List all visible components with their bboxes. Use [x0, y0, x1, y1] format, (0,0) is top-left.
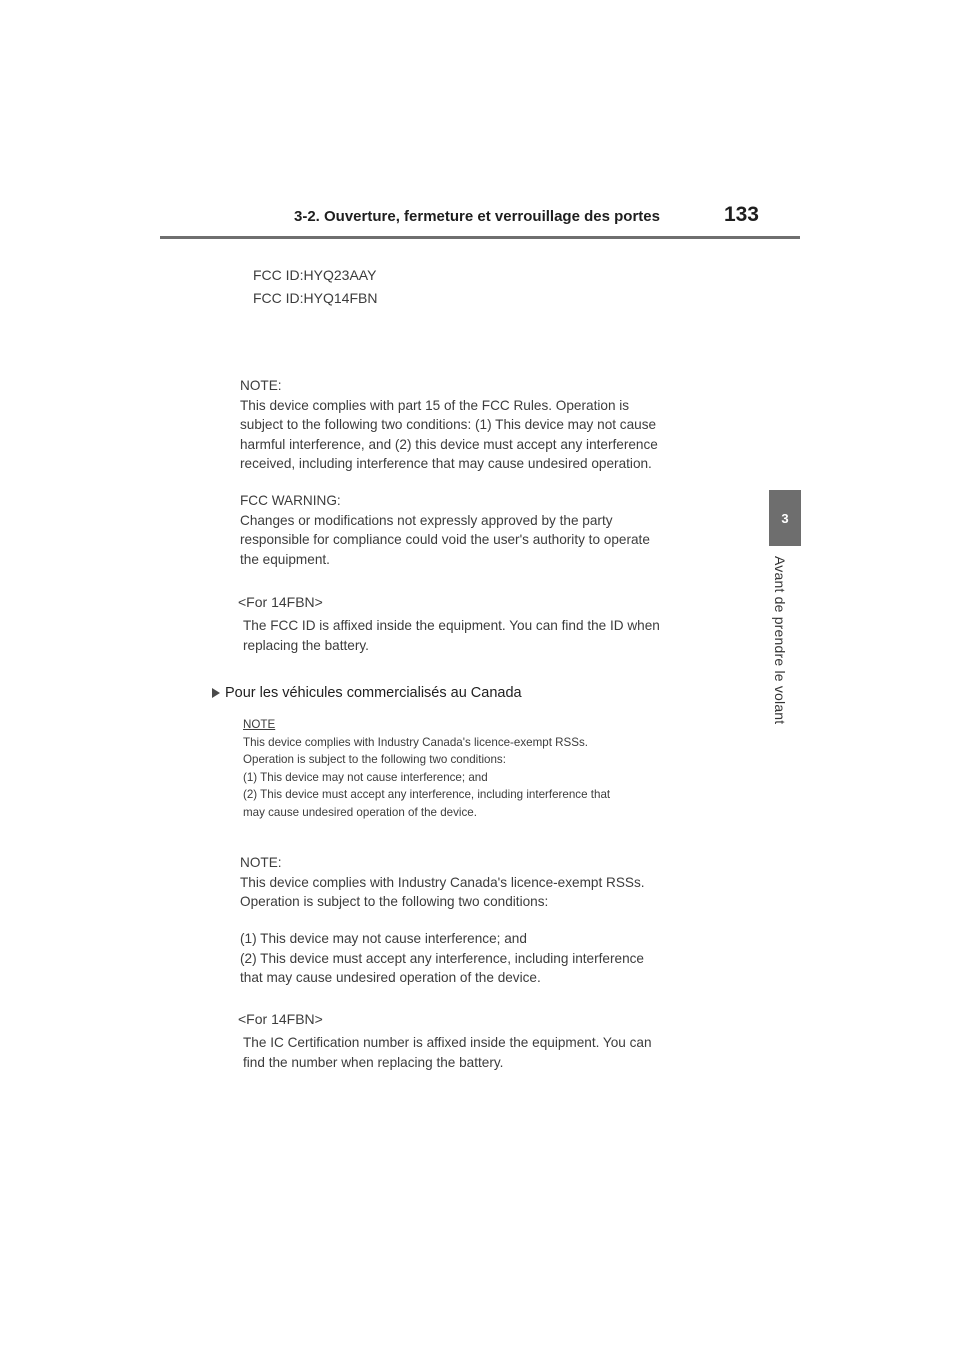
note-line: This device complies with part 15 of the FCC Rules. Operation is	[240, 397, 630, 413]
note-line: This device complies with Industry Canada's licence-exempt RSSs.	[243, 735, 589, 749]
warning-line: FCC WARNING:	[240, 493, 341, 508]
chapter-label: Avant de prendre le volant	[772, 556, 788, 725]
note-line: (1) This device may not cause interference; and	[243, 770, 488, 784]
canada-14fbn-text	[243, 1033, 652, 1072]
section-title: 3-2. Ouverture, fermeture et verrouillage des portes	[294, 208, 660, 225]
chapter-number: 3	[781, 510, 789, 526]
note-line: received, including interference that may cause undesired operation.	[240, 456, 652, 471]
canada-note-conditions	[240, 929, 644, 988]
text-line: replacing the battery.	[243, 637, 369, 653]
us-fcc-note	[240, 376, 658, 474]
warning-line: Changes or modifications not expressly approved by the party	[240, 512, 613, 528]
text-line: find the number when replacing the battery.	[243, 1054, 504, 1070]
fcc-id-line: FCC ID:HYQ14FBN	[253, 290, 378, 306]
fcc-id-line: FCC ID:HYQ23AAY	[253, 267, 377, 283]
note-line: Operation is subject to the following two conditions:	[243, 753, 506, 767]
note-line: NOTE	[243, 718, 276, 731]
canada-heading	[212, 685, 522, 701]
us-14fbn-heading: <For 14FBN>	[238, 594, 323, 610]
note-line: This device complies with Industry Canada's licence-exempt RSSs.	[240, 874, 645, 890]
us-fcc-warning	[240, 491, 650, 569]
note-line: NOTE:	[240, 378, 282, 393]
condition-line: (2) This device must accept any interference, including interference	[240, 950, 644, 966]
note-line: subject to the following two conditions: (1) This device may not cause	[240, 417, 657, 432]
fcc-id-block	[253, 264, 377, 310]
text-line: The IC Certification number is affixed inside the equipment. You can	[243, 1035, 652, 1050]
note-line: NOTE:	[240, 855, 282, 870]
text-line: The FCC ID is affixed inside the equipment. You can find the ID when	[243, 618, 660, 633]
chapter-tab	[769, 490, 801, 546]
note-line: (2) This device must accept any interference, including interference that	[243, 788, 611, 802]
page-header	[160, 196, 800, 239]
canada-note-small	[243, 716, 610, 822]
condition-line: that may cause undesired operation of the device.	[240, 970, 541, 985]
us-14fbn-text	[243, 616, 660, 655]
condition-line: (1) This device may not cause interference; and	[240, 931, 527, 946]
canada-14fbn-heading: <For 14FBN>	[238, 1011, 323, 1027]
canada-heading-text: Pour les véhicules commercialisés au Canada	[225, 685, 522, 701]
page-number: 133	[723, 203, 759, 226]
warning-line: responsible for compliance could void the user's authority to operate	[240, 532, 650, 547]
triangle-bullet-icon	[212, 688, 220, 698]
warning-line: the equipment.	[240, 551, 330, 567]
note-line: may cause undesired operation of the device.	[243, 805, 477, 819]
note-line: Operation is subject to the following two conditions:	[240, 894, 549, 909]
note-line: harmful interference, and (2) this device must accept any interference	[240, 436, 658, 452]
canada-note	[240, 853, 645, 912]
